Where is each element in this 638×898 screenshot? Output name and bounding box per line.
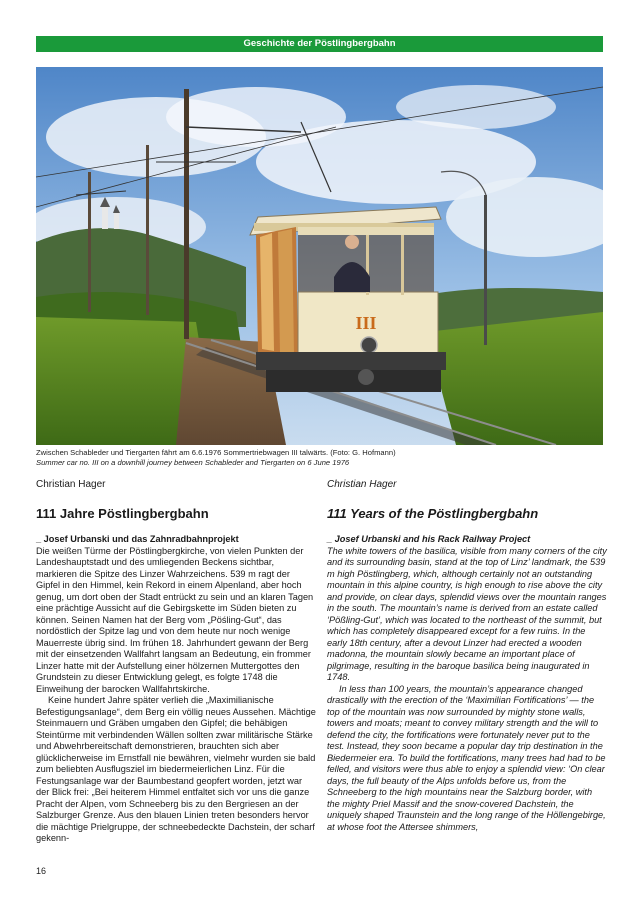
author-name: Christian Hager — [36, 479, 106, 490]
body-text — [36, 546, 316, 845]
paragraph: Keine hundert Jahre später verlieh die „Maximilianische Befestigungsanlage“, dem Berg ein völlig neues Aussehen. Mächtige Steinmauern und Gräben umgaben den Gipfel; die behäbigen Steintürme mit verbindenden Wällen sollten zwar militärische Stärke und Abwehrbereitschaft demonstrieren, brauchten sich aber glücklicherweise im Ernstfall nie bewähren, vielmehr wurden sie bald zum beliebten Ausflugsziel im biedermeierlichen Linz. Für die Festungsanlage war der Baumbestand geopfert worden, jetzt war der Blick frei: „Bei heiterem Himmel entfaltet sich vor uns die ganze Pracht der Alpen, vom Schneeberg bis zu den Bergriesen an der Salzburger Grenze. Aus den blauen Linien treten besonders hervor die mächtige Prielgruppe, der schneebedeckte Dachstein, der scharf gekenn- — [36, 695, 316, 843]
article-title: 111 Years of the Pöstlingbergbahn — [327, 506, 539, 521]
paragraph: In less than 100 years, the mountain’s appearance changed drastically with the erection of the ‘Maximilian Fortifications’ — the top of the mountain was now surrounded by mighty stone walls, towers and moats; meant to convey military strength and the will to defend the city, the fortifications were fortunately never put to the test. Instead, they soon became a popular day trip destination in the Biedermeier era. To build the fortifications, many trees had had to be felled, and visitors were thus able to enjoy a splendid view: ‘On clear days, the full beauty of the Alps unfolds before us, from the Schneeberg to the high mountains near the Salzburg border, with the mighty Priel Massif and the snow-covered Dachstein, the uniquely shaped Traunstein and the long range of the Höllengebirge, at whose foot the Attersee shimmers, — [327, 683, 606, 832]
tram-number-label: III — [355, 313, 377, 333]
running-header: Geschichte der Pöstlingbergbahn — [36, 36, 603, 52]
paragraph: The white towers of the basilica, visible from many corners of the city and its surrounding basin, stand at the top of Linz’ landmark, the 539 m high Pöstlingberg, which, although certainly not an outstanding mountain in this alpine country, is high enough to rise above the city and provide, on clear days, splendid views over the mountain ranges in the south. The mountain’s name is derived from an estate called ‘Pößling-Gut’, which was located to the northeast of the summit, but which has completely disappeared except for a few ruins. In the early 18th century, after a devout Linzer had erected a wooden madonna, the mountain slowly became an important place of pilgrimage, resulting in the baroque basilica being inaugurated in 1748. — [327, 545, 607, 682]
tram-photograph — [36, 67, 603, 445]
section-heading: _ Josef Urbanski und das Zahnradbahnprojekt — [36, 534, 239, 544]
english-column — [327, 478, 607, 833]
article-title: 111 Jahre Pöstlingbergbahn — [36, 506, 209, 521]
paragraph: Die weißen Türme der Pöstlingbergkirche, von vielen Punkten der Landeshauptstadt und des umliegenden Beckens sichtbar, markieren die Spitze des Linzer Wahrzeichens. 539 m ragt der Gipfel in den Himmel, kein Rekord in einem Alpenland, aber hoch genug, um dort oben der Stadt entrückt zu sein und an klaren Tagen eine prächtige Aussicht auf die Gebirgskette im Süden bieten zu können. Seinen Namen hat der Berg vom „Pöśling-Gut“, das nordöstlich der Spitze lag und von dem heute nur noch wenige Mauerreste übrig sind. Im frühen 18. Jahrhundert gewann der Berg mit der einsetzenden Wallfahrt langsam an Bedeutung, ein frommer Linzer hatte mit der Aufstellung einer hölzernen Muttergottes den Grundstein zu dieser Entwicklung gelegt, es folgte 1748 die Einweihung der barocken Wallfahrtskirche. — [36, 545, 314, 694]
photo-caption-german: Zwischen Schableder und Tiergarten fährt am 6.6.1976 Sommertriebwagen III talwärts. (Foto: G. Hofmann) — [36, 448, 396, 457]
author-name: Christian Hager — [327, 479, 397, 490]
body-text — [327, 546, 607, 834]
photo-caption-english: Summer car no. III on a downhill journey between Schableder and Tiergarten on 6 June 1976 — [36, 458, 350, 467]
section-heading: _ Josef Urbanski and his Rack Railway Project — [327, 534, 531, 544]
page-number: 16 — [36, 866, 47, 876]
german-column — [36, 478, 316, 845]
